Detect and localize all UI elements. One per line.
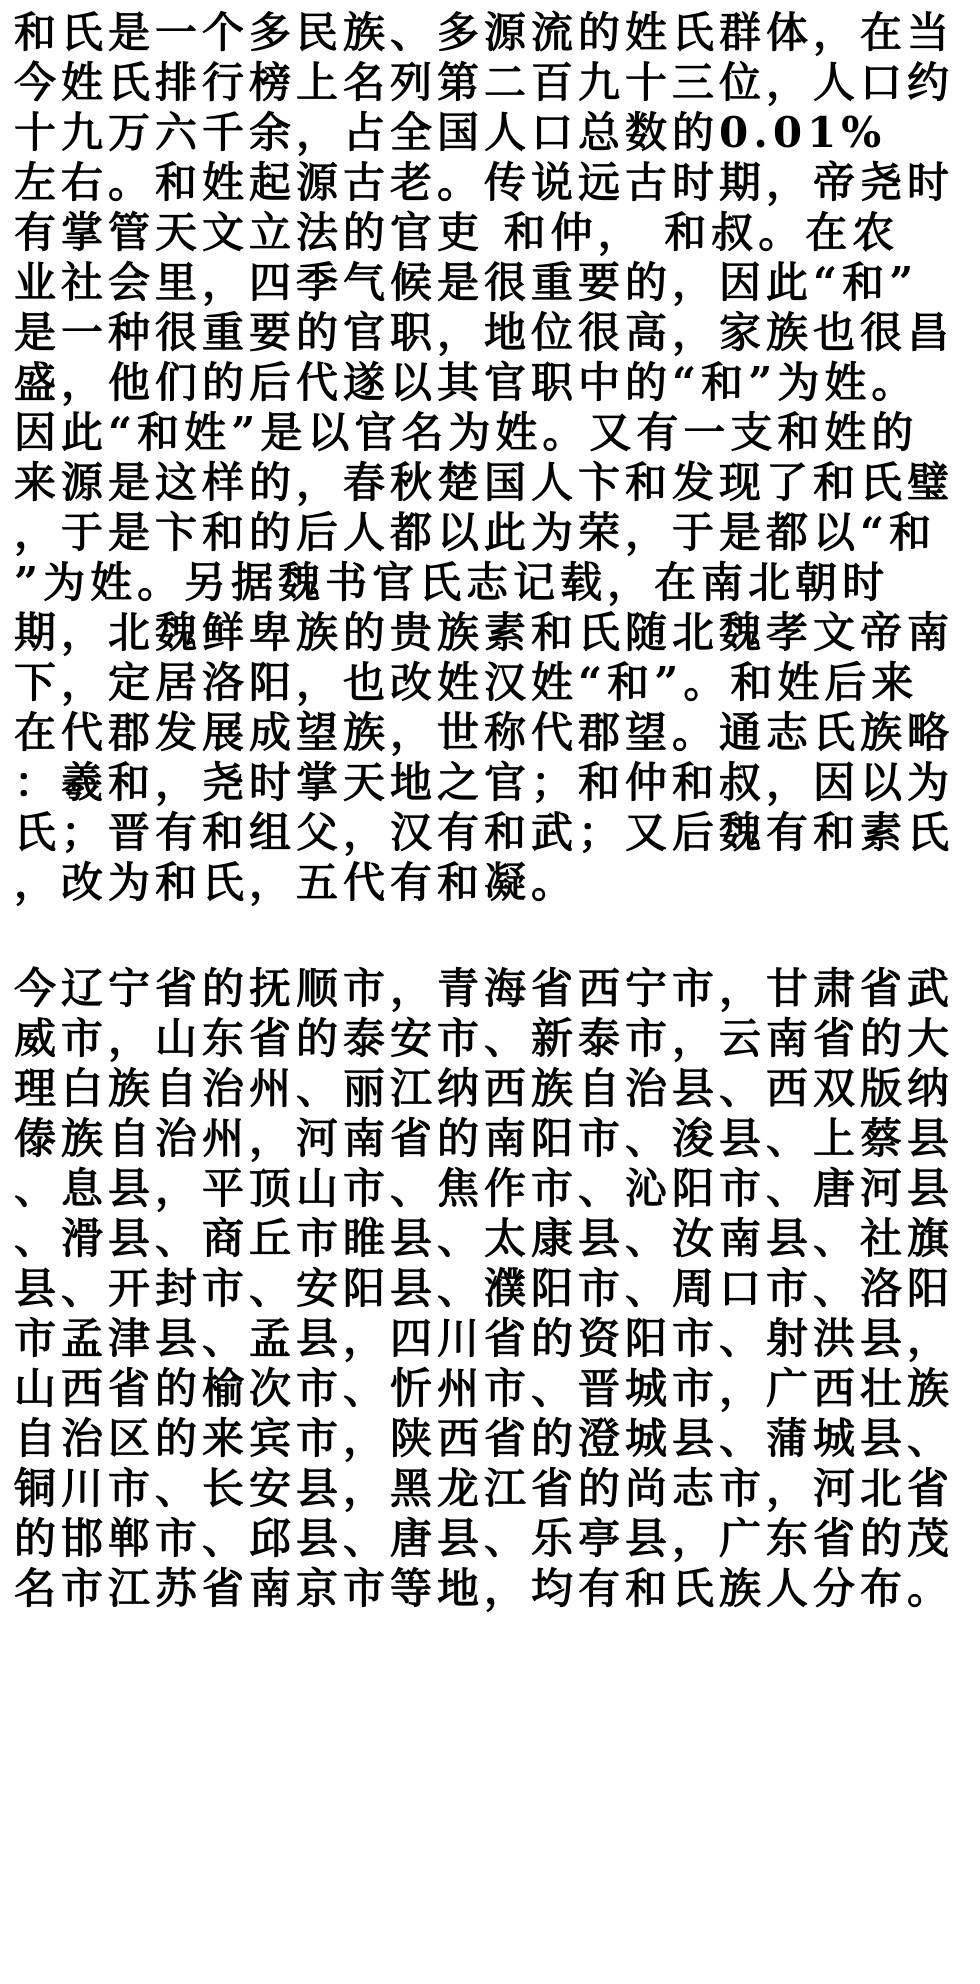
text-line: 的邯郸市、邱县、唐县、乐亭县，广东省的茂 xyxy=(14,1514,955,1563)
text-line: 在代郡发展成望族，世称代郡望。通志氏族略 xyxy=(14,708,955,757)
text-line: ”为姓。另据魏书官氏志记载，在南北朝时 xyxy=(14,558,890,607)
text-line: 和氏是一个多民族、多源流的姓氏群体，在当 xyxy=(14,8,955,57)
text-line: 傣族自治州，河南省的南阳市、浚县、上蔡县 xyxy=(14,1114,955,1163)
text-line: 左右。和姓起源古老。传说远古时期，帝尧时 xyxy=(14,158,955,207)
text-line: 期，北魏鲜卑族的贵族素和氏随北魏孝文帝南 xyxy=(14,608,955,657)
text-line: 理白族自治州、丽江纳西族自治县、西双版纳 xyxy=(14,1064,955,1113)
text-line: 是一种很重要的官职，地位很高，家族也很昌 xyxy=(14,308,955,357)
text-line: ，改为和氏，五代有和凝。 xyxy=(14,858,579,907)
text-line: 有掌管天文立法的官吏 和仲， 和叔。在农 xyxy=(14,208,900,257)
text-line: 下，定居洛阳，也改姓汉姓“和”。和姓后来 xyxy=(14,658,919,707)
text-line: 、滑县、商丘市睢县、太康县、汝南县、社旗 xyxy=(14,1214,955,1263)
text-line: 铜川市、长安县，黑龙江省的尚志市，河北省 xyxy=(14,1464,955,1513)
text-line: 来源是这样的，春秋楚国人卞和发现了和氏璧 xyxy=(14,458,955,507)
text-line: 、息县，平顶山市、焦作市、沁阳市、唐河县 xyxy=(14,1164,955,1213)
text-line: 自治区的来宾市，陕西省的澄城县、蒲城县、 xyxy=(14,1414,955,1463)
text-line: ：羲和，尧时掌天地之官；和仲和叔，因以为 xyxy=(14,758,955,807)
text-line: 业社会里，四季气候是很重要的，因此“和” xyxy=(14,258,919,307)
text-line: 十九万六千余，占全国人口总数的0.01% xyxy=(14,108,887,157)
text-line: 威市，山东省的泰安市、新泰市，云南省的大 xyxy=(14,1014,955,1063)
text-line: 名市江苏省南京市等地，均有和氏族人分布。 xyxy=(14,1564,955,1613)
text-line: 氏；晋有和组父，汉有和武；又后魏有和素氏 xyxy=(14,808,955,857)
text-line: 县、开封市、安阳县、濮阳市、周口市、洛阳 xyxy=(14,1264,955,1313)
text-line: 市孟津县、孟县，四川省的资阳市、射洪县， xyxy=(14,1314,955,1363)
text-line: 盛，他们的后代遂以其官职中的“和”为姓。 xyxy=(14,358,919,407)
text-line: 今辽宁省的抚顺市，青海省西宁市，甘肃省武 xyxy=(14,964,955,1013)
text-line: 今姓氏排行榜上名列第二百九十三位，人口约 xyxy=(14,58,955,107)
text-line: 山西省的榆次市、忻州市、晋城市，广西壮族 xyxy=(14,1364,955,1413)
text-line: 因此“和姓”是以官名为姓。又有一支和姓的 xyxy=(14,408,919,457)
text-line: ，于是卞和的后人都以此为荣，于是都以“和 xyxy=(14,508,937,557)
